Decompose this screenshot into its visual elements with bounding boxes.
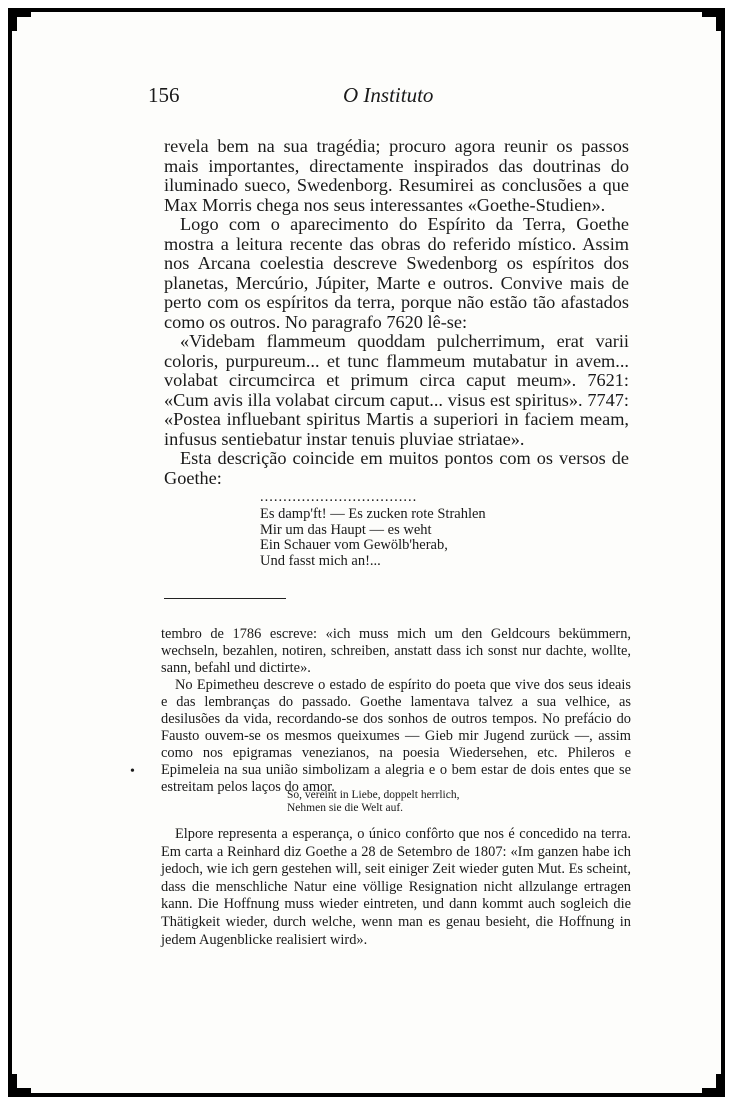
footnote-paragraph-3: Elpore representa a esperança, o único confôrto que nos é concedido na terra. Em carta a Reinhard diz Goethe a 28 de Setembro de 1807: «Im ganzen habe ich jedoch, wie ich gern gestehen will, seit einiger Zeit wieder guten Mut. Es scheint, dass die menschliche Natur eine völlige Resignation nicht allzulange ertragen kann. Die Hoffnung muss wieder eintreten, und dann kommt auch sogleich die Thätigkeit wieder, durch welche, wenn man es genau besieht, die Hoffnung in jedem Augenblicke realisiert wird». bbox=[161, 826, 631, 948]
verse-line: Und fasst mich an!... bbox=[260, 552, 381, 569]
frame-corner-bottom-left bbox=[11, 1074, 31, 1094]
footnote-verse-line: Nehmen sie die Welt auf. bbox=[287, 802, 404, 814]
footnote bbox=[161, 626, 631, 796]
page-number: 156 bbox=[148, 83, 180, 107]
footnote-continuation bbox=[161, 826, 631, 949]
footnote-rule bbox=[164, 598, 286, 599]
paragraph-1: revela bem na sua tragédia; procuro agora reunir os passos mais importantes, directamente inspirados das doutrinas do iluminado sueco, Swedenborg. Resumirei as conclusões a que Max Morris chega nos seus interessantes «Goethe-Studien». bbox=[164, 136, 629, 215]
footnote-paragraph-2: No Epimetheu descreve o estado de espírito do poeta que vive dos seus ideais e das lembranças do passado. Goethe lamentava talvez a sua velhice, as desilusões da vida, recordando-se dos sonhos de outros tempos. No prefácio do Fausto ouvem-se os mesmos queixumes — Gieb mir Jugend zurück —, assim como nos epigramas venezianos, na poesia Wiedersehen, etc. Phileros e Epimeleia na sua união simbolizam a alegria e o bem estar de dois entes que se estreitam pelos laços do amor. bbox=[161, 677, 631, 795]
running-title: O Instituto bbox=[343, 83, 434, 107]
running-head bbox=[148, 83, 630, 113]
frame-corner-bottom-right bbox=[702, 1074, 722, 1094]
verse-quote bbox=[260, 490, 520, 569]
paragraph-4: Esta descrição coincide em muitos pontos com os versos de Goethe: bbox=[164, 448, 629, 488]
footnote-verse-line: So, vereint in Liebe, doppelt herrlich, bbox=[287, 789, 460, 801]
margin-mark: • bbox=[130, 764, 135, 779]
frame-corner-top-right bbox=[702, 11, 722, 31]
frame-corner-top-left bbox=[11, 11, 31, 31]
paragraph-2: Logo com o aparecimento do Espírito da Terra, Goethe mostra a leitura recente das obras do referido místico. Assim nos Arcana coelestia descreve Swedenborg os espíritos dos planetas, Mercúrio, Júpiter, Marte e outros. Convive mais de perto com os espíritos da terra, porque não estão tão afastados como os outros. No paragrafo 7620 lê-se: bbox=[164, 214, 629, 332]
footnote-paragraph-1: tembro de 1786 escreve: «ich muss mich um den Geldcours bekümmern, wechseln, bezahlen, notiren, schreiben, anstatt dass ich sonst nur dachte, wollte, sann, befahl und dictirte». bbox=[161, 626, 631, 676]
verse-line: Ein Schauer vom Gewölb'herab, bbox=[260, 537, 448, 553]
verse-line: Es damp'ft! — Es zucken rote Strahlen bbox=[260, 506, 486, 522]
footnote-verse bbox=[287, 789, 507, 815]
main-text bbox=[164, 137, 629, 488]
paragraph-3: «Videbam flammeum quoddam pulcherrimum, erat varii coloris, purpureum... et tunc flammeum mutabatur in avem... volabat circumcirca et primum circa caput meum». 7621: «Cum avis illa volabat circum caput... visus est spiritus». 7747: «Postea influebant spiritus Martis a superiori in faciem meam, infusus sentiebatur instar tenuis pluviae striatae». bbox=[164, 331, 629, 449]
verse-ellipsis: .................................. bbox=[260, 490, 418, 505]
verse-line: Mir um das Haupt — es weht bbox=[260, 521, 432, 538]
